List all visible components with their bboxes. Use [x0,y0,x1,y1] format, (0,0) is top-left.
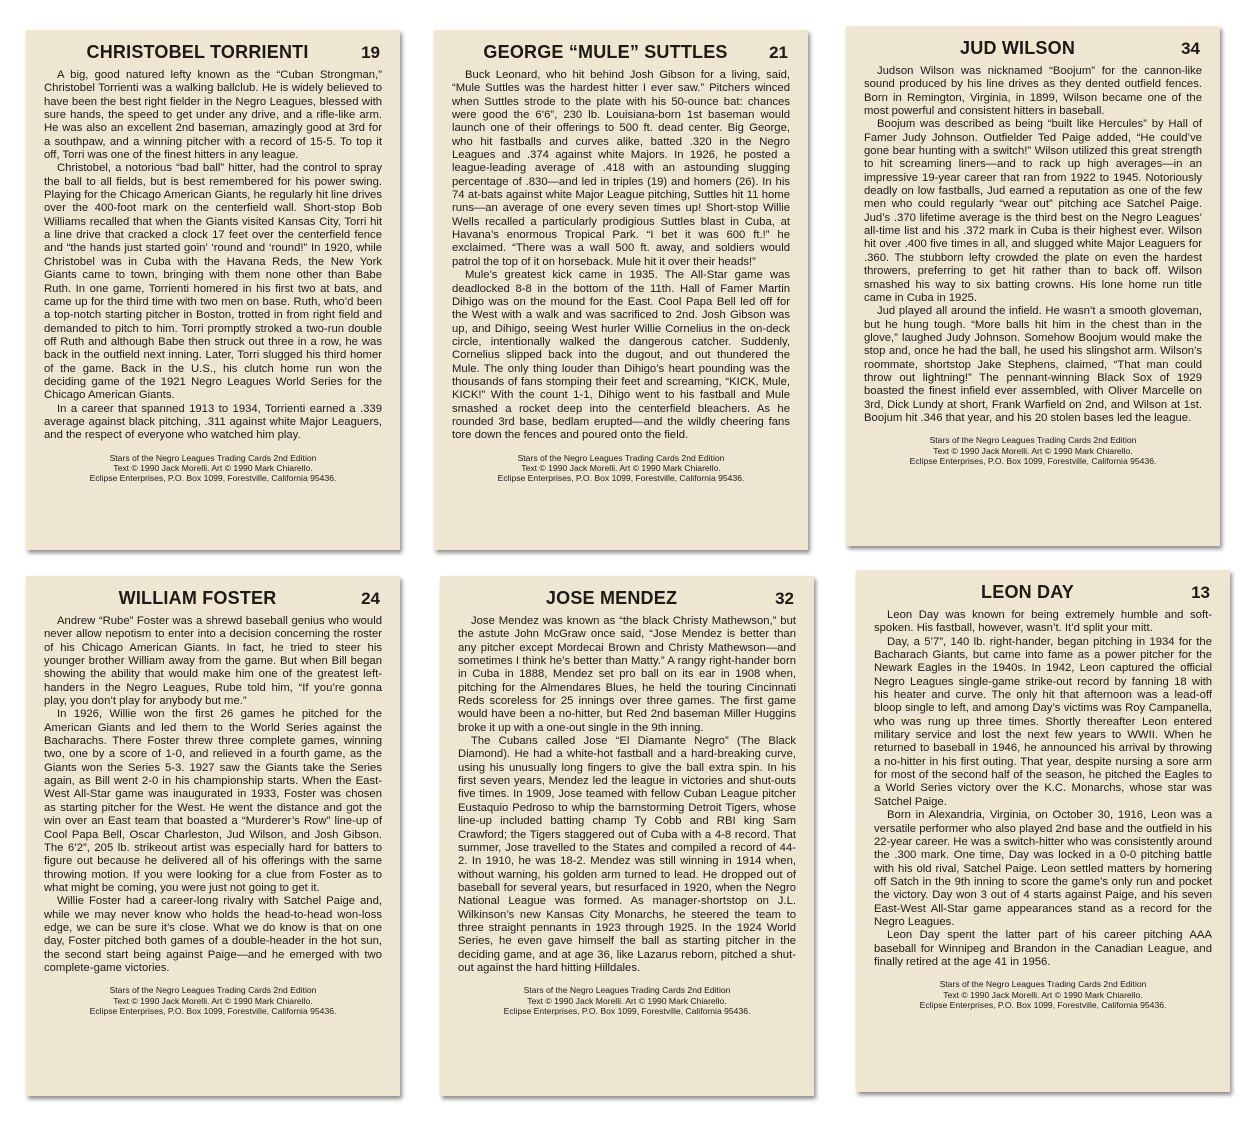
player-name: JUD WILSON [960,38,1076,58]
card-credits [864,435,1202,466]
bio-paragraph: Buck Leonard, who hit behind Josh Gibson for a living, said, “Mule Suttles was the hardest hitter I ever saw.” Pitchers winced when Suttles strode to the plate with his 50-ounce bat: chances were good the 6’6”, 230 lb. Louisiana-born 1st baseman would launch one of their offerings to 500 ft. dead center. Big George, who hit fastballs and curves alike, batted .320 in the Negro Leagues and .374 against white Majors. In 1926, he posted a league-leading average of .418 with an astounding slugging percentage of .830—and led in triples (19) and homers (26). In his 74 at-bats against white Major League pitching, Suttles hit 11 home runs—an average of one every seven times up! Short-stop Willie Wells recalled a particularly prodigious Suttles blast in Cuba, at Havana’s enormous Tropical Park. “I bet it was 600 ft.!” he exclaimed. “There was a wall 500 ft. away, and soldiers would patrol the top of it on horseback. Mule hit it over their heads!” [452,69,790,268]
bio-paragraph: Born in Alexandria, Virginia, on October 30, 1916, Leon was a versatile performer who also played 2nd base and the outfield in his 22-year career. He was a switch-hitter who was consistently around the .300 mark. One time, Day was locked in a 0-0 pitching battle with his old rival, Satchel Paige. Leon settled matters by homering off Satch in the 9th inning to score the game’s only run and pocket the victory. Day won 3 out of 4 starts against Paige, and his seven East-West All-Star game appearances stand as a record for the Negro Leagues. [874,809,1212,928]
bio-paragraph: Jose Mendez was known as “the black Christy Mathewson,” but the astute John McGraw once said, “Jose Mendez is better than any pitcher except Mordecai Brown and Christy Mathewson—and sometimes I think he’s better than Matty.” A rangy right-hander born in Cuba in 1888, Mendez set pro ball on its ear in 1908 when, pitching for the Almendares Blues, he held the touring Cincinnati Reds scoreless for 25 innings over three games. The first game would have been a no-hitter, but Red 2nd baseman Miller Huggins broke it up with a one-out single in the 9th inning. [458,615,796,734]
credit-line: Stars of the Negro Leagues Trading Cards 2nd Edition [109,452,317,463]
credit-line: Eclipse Enterprises, P.O. Box 1099, Forestville, California 95436. [919,1000,1167,1011]
trading-card-foster [26,576,400,1096]
credit-line: Eclipse Enterprises, P.O. Box 1099, Forestville, California 95436. [89,473,337,484]
trading-card-day [856,570,1230,1092]
card-header [864,38,1202,59]
credit-line: Text © 1990 Jack Morelli. Art © 1990 Mark Chiarello. [113,995,313,1006]
card-number: 32 [775,589,794,608]
credit-line: Stars of the Negro Leagues Trading Cards 2nd Edition [929,435,1137,446]
card-bio [452,69,790,443]
player-name: GEORGE “MULE” SUTTLES [483,42,728,62]
bio-paragraph: Day, a 5’7”, 140 lb. right-hander, began pitching in 1934 for the Bacharach Giants, but came into fame as a power pitcher for the Newark Eagles in the 1940s. In 1942, Leon captured the official Negro Leagues single-game strike-out record by fanning 18 with his heater and curve. The only hit that afternoon was a lead-off bloop single to left, and among Day’s victims was Roy Campanella, who was rung up three times. Shortly thereafter Leon entered military service and lost the next few years to WWII. When he returned to baseball in 1946, he announced his arrival by throwing a no-hitter in his first outing. That year, despite nursing a sore arm for most of the second half of the season, he pitched the Eagles to a World Series victory over the K.C. Monarchs, whose star was Satchel Paige. [874,635,1212,808]
card-number: 21 [769,43,788,62]
bio-paragraph: Willie Foster had a career-long rivalry with Satchel Paige and, while we may never know who holds the head-to-head won-loss edge, we can be sure it’s close. What we do know is that on one day, Foster pitched both games of a double-header in the hot sun, the second start being against Paige—and he emerged with two complete-game victories. [44,895,382,974]
card-bio [458,615,796,975]
credit-line: Text © 1990 Jack Morelli. Art © 1990 Mark Chiarello. [933,445,1133,456]
card-header [44,42,382,63]
player-name: LEON DAY [981,582,1075,602]
trading-card-torrienti [26,30,400,550]
bio-paragraph: The Cubans called Jose “El Diamante Negro” (The Black Diamond). He had a white-hot fastball and a hard-breaking curve, using his unusually long fingers to give the ball extra spin. In his first seven years, Mendez led the league in victories and shut-outs five times. In 1909, Jose teamed with fellow Cuban League pitcher Eustaquio Pedroso to whip the barnstorming Detroit Tigers, whose line-up included batting champ Ty Cobb and RBI king Sam Crawford; the Tigers staggered out of Cuba with a 4-8 record. That summer, Jose travelled to the States and compiled a record of 44-2. In 1910, he was 18-2. Mendez was still winning in 1914 when, without warning, his golden arm turned to lead. He dropped out of baseball for several years, but resurfaced in 1920, when the Negro National League was formed. As manager-shortstop on J.L. Wilkinson’s new Kansas City Monarchs, he steered the team to three straight pennants in 1923 through 1925. In the 1924 World Series, he even gave himself the ball as starting pitcher in the deciding game, and at age 36, like Lazarus reborn, pitched a shut-out against the hard hitting Hilldales. [458,735,796,974]
card-header [874,582,1212,603]
credit-line: Eclipse Enterprises, P.O. Box 1099, Forestville, California 95436. [909,456,1157,467]
trading-card-wilson [846,26,1220,546]
credit-line: Text © 1990 Jack Morelli. Art © 1990 Mark Chiarello. [113,463,313,474]
card-bio [864,65,1202,425]
credit-line: Eclipse Enterprises, P.O. Box 1099, Forestville, California 95436. [89,1006,337,1017]
card-bio [44,69,382,443]
card-credits [44,985,382,1016]
card-credits [44,453,382,484]
credit-line: Stars of the Negro Leagues Trading Cards 2nd Edition [109,985,317,996]
card-number: 34 [1181,39,1200,58]
card-credits [452,453,790,484]
credit-line: Stars of the Negro Leagues Trading Cards 2nd Edition [517,452,725,463]
card-bio [44,615,382,975]
trading-card-suttles [434,30,808,550]
credit-line: Stars of the Negro Leagues Trading Cards 2nd Edition [523,985,731,996]
bio-paragraph: Judson Wilson was nicknamed “Boojum” for the cannon-like sound produced by his line drives as they dented outfield fences. Born in Remington, Virginia, in 1899, Wilson became one of the most powerful and consistent hitters in baseball. [864,65,1202,118]
player-name: CHRISTOBEL TORRIENTI [86,42,309,62]
bio-paragraph: Christobel, a notorious “bad ball” hitter, had the control to spray the ball to all fields, but is best remembered for his power swing. Playing for the Chicago American Giants, he regularly hit line drives over the 400-foot mark on the centerfield wall. Short-stop Bob Williams recalled that when the Giants visited Kansas City, Torri hit a line drive that cracked a clock 17 feet over the centerfield fence and “the hands just started goin’ ‘round and ‘round!” In 1920, while Christobel was in Cuba with the Havana Reds, the New York Giants came to town, bringing with them none other than Babe Ruth. In one game, Torrienti homered in his first two at bats, and came up for the third time with two men on base. Ruth, who’d been a top-notch starting pitcher in Boston, trotted in from right field and demanded to pitch to him. Torri promptly stroked a two-run double off Ruth and although Babe then struck out three in a row, he was back in the outfield next inning. Later, Torri slugged his third homer of the game. Back in the U.S., his clutch home run won the deciding game of the 1921 Negro Leagues World Series for the Chicago American Giants. [44,162,382,402]
bio-paragraph: Jud played all around the infield. He wasn’t a smooth gloveman, but he hung tough. “More balls hit him in the chest than in the glove,” laughed Judy Johnson. Somehow Boojum would make the stop and, once he had the ball, he used his slingshot arm. Wilson’s roommate, shortstop Jake Stephens, claimed, “That man could throw out lightning!” The pennant-winning Black Sox of 1929 boasted the finest infield ever assembled, with Oliver Marcelle on 3rd, Dick Lundy at short, Frank Warfield on 2nd, and Wilson at 1st. Boojum hit .346 that year, and his 20 stolen bases led the league. [864,305,1202,424]
credit-line: Eclipse Enterprises, P.O. Box 1099, Forestville, California 95436. [503,1006,751,1017]
bio-paragraph: In 1926, Willie won the first 26 games he pitched for the American Giants and led them to the World Series against the Bacharachs. There Foster threw three complete games, winning two, one by a score of 1-0, and relieved in a fourth game, as the Giants won the Series 5-3. 1927 saw the Giants take the Series again, as Bill went 2-0 in his championship starts. When the East-West All-Star game was inaugurated in 1933, Foster was chosen as starting pitcher for the West. He went the distance and got the win over an East team that boasted a “Murderer’s Row” line-up of Cool Papa Bell, Oscar Charleston, Jud Wilson, and Josh Gibson. The 6’2”, 205 lb. strikeout artist was especially hard for batters to figure out because he delivered all of his offerings with the same throwing motion. If you were looking for a clue from Foster as to what might be coming, you were just not going to get it. [44,708,382,894]
card-number: 13 [1191,583,1210,602]
bio-paragraph: Mule’s greatest kick came in 1935. The All-Star game was deadlocked 8-8 in the bottom of the 11th. Hall of Famer Martin Dihigo was on the mound for the East. Cool Papa Bell led off for the West with a walk and was sacrificed to 2nd. Josh Gibson was up, and Dihigo, seeing West hurler Willie Cornelius in the on-deck circle, intentionally walked the dangerous catcher. Suddenly, Cornelius slipped back into the dugout, and out thundered the Mule. The only thing louder than Dihigo’s heart pounding was the thousands of fans stomping their feet and screaming, “KICK, Mule, KICK!” With the count 1-1, Dihigo went to his fastball and Mule smashed a rocket deep into the centerfield bleachers. As he rounded 3rd base, bedlam erupted—and the wildly cheering fans tore down the fences and poured onto the field. [452,269,790,442]
card-credits [874,979,1212,1010]
card-bio [874,609,1212,969]
player-name: WILLIAM FOSTER [118,588,277,608]
trading-card-mendez [440,576,814,1096]
card-header [458,588,796,609]
credit-line: Text © 1990 Jack Morelli. Art © 1990 Mark Chiarello. [943,989,1143,1000]
bio-paragraph: Leon Day was known for being extremely humble and soft-spoken. His fastball, however, wasn’t. It’d split your mitt. [874,609,1212,635]
credit-line: Eclipse Enterprises, P.O. Box 1099, Forestville, California 95436. [497,473,745,484]
bio-paragraph: Leon Day spent the latter part of his career pitching AAA baseball for Winnipeg and Brandon in the Canadian League, and finally retired at the age 41 in 1956. [874,929,1212,968]
card-header [44,588,382,609]
bio-paragraph: In a career that spanned 1913 to 1934, Torrienti earned a .339 average against black pitching, .311 against white Major Leaguers, and the respect of everyone who watched him play. [44,402,382,442]
credit-line: Text © 1990 Jack Morelli. Art © 1990 Mark Chiarello. [527,995,727,1006]
card-credits [458,985,796,1016]
card-number: 19 [361,43,380,62]
player-name: JOSE MENDEZ [545,588,678,608]
bio-paragraph: Boojum was described as being “built like Hercules” by Hall of Famer Judy Johnson. Outfielder Ted Paige added, “He could’ve gone bear hunting with a switch!” Wilson utilized this great strength to hit screaming liners—and to rack up high averages—in an impressive 19-year career that ran from 1922 to 1945. Notoriously deadly on low fastballs, Jud earned a reputation as one of the few men who could regularly “wear out” pitching ace Satchel Paige. Jud’s .370 lifetime average is the third best on the Negro Leagues’ all-time list and his .372 mark in Cuba is their highest ever. Wilson hit over .400 five times in all, and slugged white Major Leaguers for .360. The stubborn lefty crowded the plate on even the hardest throwers, preferring to get hit rather than to back off. Wilson smashed his way to six batting crowns. His lone home run title came in Cuba in 1925. [864,118,1202,304]
credit-line: Stars of the Negro Leagues Trading Cards 2nd Edition [939,979,1147,990]
bio-paragraph: A big, good natured lefty known as the “Cuban Strongman,” Christobel Torrienti was a walking ballclub. He is widely believed to have been the best right fielder in the Negro Leagues, blessed with sure hands, the speed to get under any drive, and a rifle-like arm. He was also an excellent 2nd baseman, amazingly good at 3rd for a southpaw, and a winning pitcher with a record of 15-5. To top it off, Torri was one of the finest hitters in any league. [44,69,382,162]
card-header [452,42,790,63]
card-number: 24 [361,589,380,608]
bio-paragraph: Andrew “Rube” Foster was a shrewd baseball genius who would never allow nepotism to enter into a decision concerning the roster of his Chicago American Giants. In fact, he tried to steer his younger brother William away from the game. But when Bill began showing the ability that would make him one of the greatest left-handers in the Negro Leagues, Rube told him, “If you’re gonna play, you don’t play for anybody but me.” [44,615,382,708]
credit-line: Text © 1990 Jack Morelli. Art © 1990 Mark Chiarello. [521,463,721,474]
